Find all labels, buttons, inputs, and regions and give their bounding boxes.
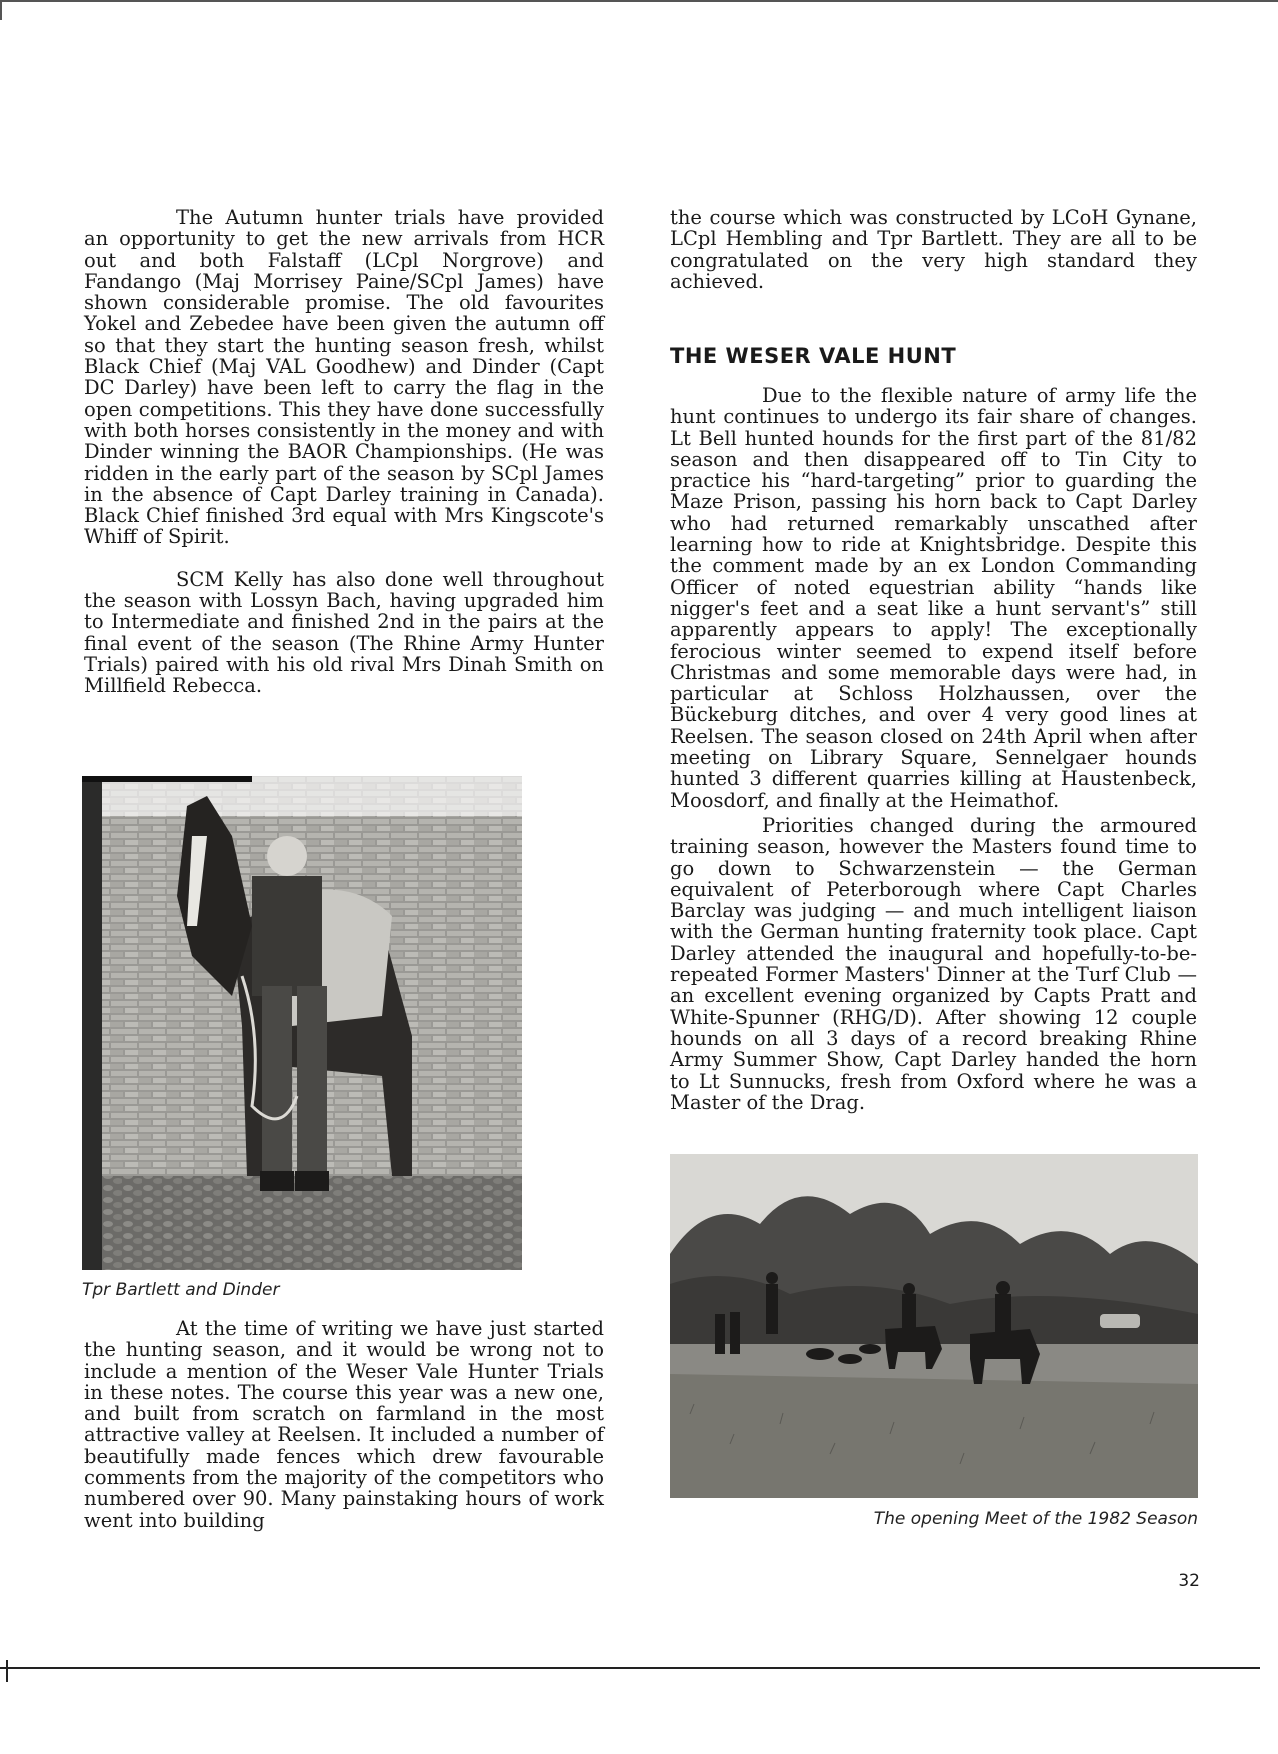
- top-border-rule: [0, 0, 1278, 2]
- paragraph-priorities: Priorities changed during the armoured training season, however the Masters found time to go down to Schwarzenstein — the German equivalent of Peterborough where Capt Charles Barclay was judging — and much intelligent liaison with the German hunting fraternity took place. Capt Darley attended the inaugural and hopefully-to-be-repeated Former Masters' Dinner at the Turf Club — an excellent evening organized by Capts Pratt and White-Spunner (RHG/D). After showing 12 couple hounds on all 3 days of a record breaking Rhine Army Summer Show, Capt Darley handed the horn to Lt Sunnucks, fresh from Oxford where he was a Master of the Drag.: [670, 813, 1197, 1114]
- bottom-border-rule: [0, 1667, 1260, 1669]
- paragraph-hunt-changes: Due to the flexible nature of army life the hunt continues to undergo its fair share of changes. Lt Bell hunted hounds for the first part of the 81/82 season and then disappeared off to Tin City to practice his “hard-targeting” prior to guarding the Maze Prison, passing his horn back to Capt Darley who had returned remarkably unscathed after learning how to ride at Knightsbridge. Despite this the comment made by an ex London Commanding Officer of noted equestrian ability “hands like nigger's feet and a seat like a hunt servant's” still apparently appears to apply! The exceptionally ferocious winter seemed to expend itself before Christmas and some memorable days were had, in particular at Schloss Holzhaussen, over the Bückeburg ditches, and over 4 very good lines at Reelsen. The season closed on 24th April when after meeting on Library Square, Sennelgaer hounds hunted 3 different quarries killing at Haustenbeck, Moosdorf, and finally at the Heimathof.: [670, 384, 1197, 812]
- section-heading: THE WESER VALE HUNT: [670, 344, 957, 368]
- paragraph-autumn-trials: The Autumn hunter trials have provided an opportunity to get the new arrivals from HCR out and both Falstaff (LCpl Norgrove) and Fandango (Maj Morrisey Paine/SCpl James) have shown considerable promise. The old favourites Yokel and Zebedee have been given the autumn off so that they start the hunting season fresh, whilst Black Chief (Maj VAL Goodhew) and Dinder (Capt DC Darley) have been left to carry the flag in the open competitions. This they have done successfully with both horses consistently in the money and with Dinder winning the BAOR Championships. (He was ridden in the early part of the season by SCpl James in the absence of Capt Darley training in Canada). Black Chief finished 3rd equal with Mrs Kingscote's Whiff of Spirit.: [84, 206, 604, 549]
- photo-opening-meet: [670, 1154, 1198, 1498]
- page-number: 32: [1178, 1571, 1200, 1591]
- photo1-caption: Tpr Bartlett and Dinder: [82, 1280, 280, 1300]
- paragraph-scm-kelly: SCM Kelly has also done well throughout the season with Lossyn Bach, having upgraded him to Intermediate and finished 2nd in the pairs at the final event of the season (The Rhine Army Hunter Trials) paired with his old rival Mrs Dinah Smith on Millfield Rebecca.: [84, 567, 604, 698]
- top-left-corner-mark: [0, 0, 2, 20]
- photo2-caption: The opening Meet of the 1982 Season: [873, 1509, 1198, 1529]
- right-column-hunt: [670, 385, 1197, 1113]
- left-column: [84, 207, 604, 697]
- right-column: [670, 207, 1197, 292]
- left-column-lower: [84, 1318, 604, 1531]
- paragraph-course-builders: the course which was constructed by LCoH Gynane, LCpl Hembling and Tpr Bartlett. They are all to be congratulated on the very high standard they achieved.: [670, 206, 1197, 293]
- bottom-left-corner-mark: [6, 1660, 8, 1682]
- paragraph-hunter-trials: At the time of writing we have just started the hunting season, and it would be wrong not to include a mention of the Weser Vale Hunter Trials in these notes. The course this year was a new one, and built from scratch on farmland in the most attractive valley at Reelsen. It included a number of beautifully made fences which drew favourable comments from the majority of the competitors who numbered over 90. Many painstaking hours of work went into building: [84, 1317, 604, 1532]
- photo-trooper-with-horse: [82, 776, 522, 1270]
